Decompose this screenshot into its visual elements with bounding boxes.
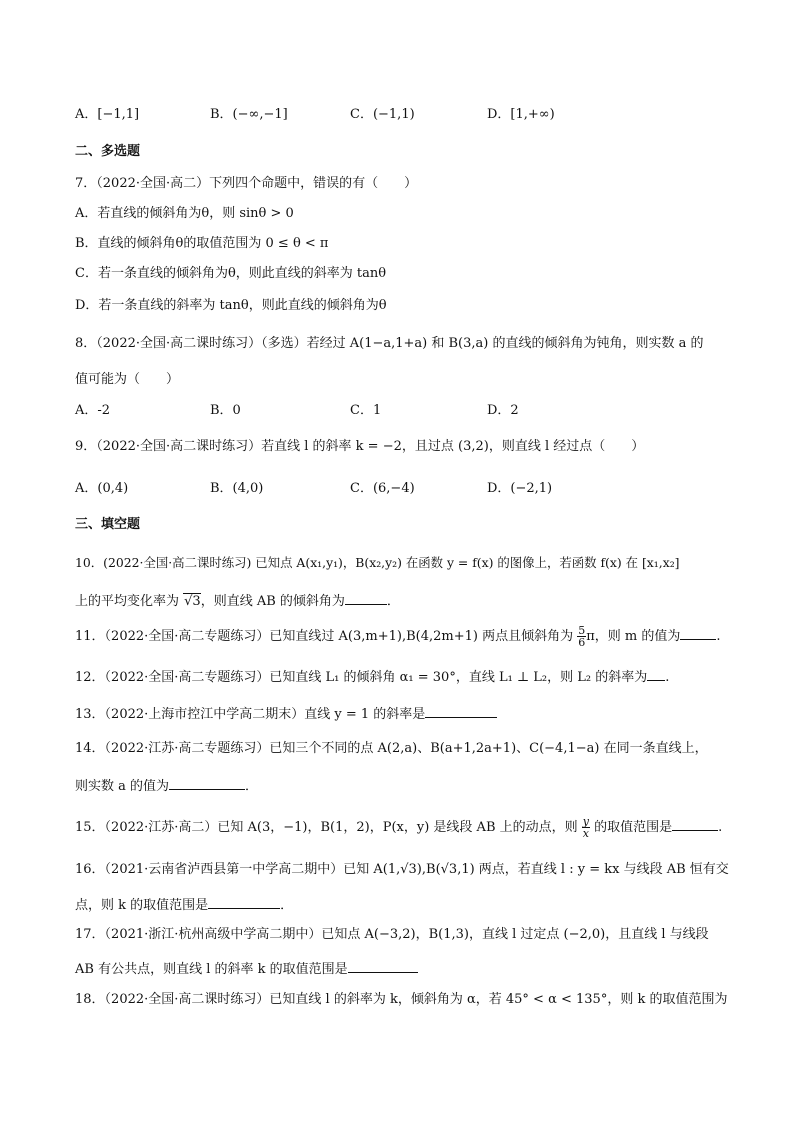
q11-frac-num: 5 xyxy=(578,624,586,637)
q10-text-2: ，则直线 AB 的倾斜角为 xyxy=(200,594,345,609)
q12-stem xyxy=(75,666,733,688)
q11-stem xyxy=(75,625,733,648)
q16-answer-blank xyxy=(208,894,280,909)
section-heading-multiple-choice: 二、多选题 xyxy=(75,144,141,159)
q9-option-c: C．(6,−4) xyxy=(350,481,415,496)
q10-answer-blank xyxy=(345,590,387,605)
q15-fraction xyxy=(582,816,590,839)
q14-text: 则实数 a 的值为 xyxy=(75,779,170,794)
q8-option-a: A．-2 xyxy=(75,403,111,418)
q7-stem: 7．（2022·全国·高二）下列四个命题中，错误的有（ ） xyxy=(75,176,418,191)
q14-stem: 14．（2022·江苏·高二专题练习）已知三个不同的点 A(2,a)、B(a+1,2a+1)、C(−4,1−a) 在同一条直线上， xyxy=(75,741,708,756)
q17-stem: 17．（2021·浙江·杭州高级中学高二期中）已知点 A(−3,2)，B(1,3)，直线 l 过定点 (−2,0)，且直线 l 与线段 xyxy=(75,927,709,942)
q9-option-d: D．(−2,1) xyxy=(487,481,553,496)
q16-end: ． xyxy=(280,898,294,913)
q12-text: 12．（2022·全国·高二专题练习）已知直线 L₁ 的倾斜角 α₁ = 30°，直线 L₁ ⊥ L₂，则 L₂ 的斜率为 xyxy=(75,670,648,685)
q16-stem-continued xyxy=(75,894,733,916)
q12-answer-blank xyxy=(647,666,665,681)
q14-answer-blank xyxy=(169,775,245,790)
q10-stem-continued xyxy=(75,590,733,612)
q11-end: . xyxy=(716,629,721,644)
q9-option-b: B．(4,0) xyxy=(210,481,264,496)
q15-text: 15．（2022·江苏·高二）已知 A(3，−1)，B(1，2)，P(x，y) 是线段 AB 上的动点，则 xyxy=(75,820,582,835)
q6-option-c: C．(−1,1) xyxy=(350,107,415,122)
q17-text: AB 有公共点，则直线 l 的斜率 k 的取值范围是 xyxy=(75,962,348,977)
q16-stem: 16．（2021·云南省泸西县第一中学高二期中）已知 A(1,√3),B(√3,1) 两点，若直线 l : y = kx 与线段 AB 恒有交 xyxy=(75,862,729,877)
q15-stem xyxy=(75,816,733,839)
q7-option-c: C．若一条直线的倾斜角为θ，则此直线的斜率为 tanθ xyxy=(75,266,387,281)
q11-answer-blank xyxy=(680,625,716,640)
q15-answer-blank xyxy=(672,816,718,831)
q13-stem xyxy=(75,703,733,725)
q15-frac-den: x xyxy=(582,827,589,840)
q8-option-c: C．1 xyxy=(350,403,382,418)
q15-end: . xyxy=(718,820,723,835)
q11-text: 11．（2022·全国·高二专题练习）已知直线过 A(3,m+1),B(4,2m+1) 两点且倾斜角为 xyxy=(75,629,578,644)
q15-text-2: 的取值范围是 xyxy=(589,820,673,835)
q8-option-b: B．0 xyxy=(210,403,241,418)
q10-text: 上的平均变化率为 xyxy=(75,594,184,609)
q16-text: 点，则 k 的取值范围是 xyxy=(75,898,209,913)
q14-stem-continued xyxy=(75,775,733,797)
q7-option-a: A．若直线的倾斜角为θ，则 sinθ > 0 xyxy=(75,206,294,221)
q8-stem-continued: 值可能为（ ） xyxy=(75,372,180,387)
q7-option-b: B．直线的倾斜角θ的取值范围为 0 ≤ θ < π xyxy=(75,236,329,251)
q6-option-a: A．[−1,1] xyxy=(75,107,140,122)
q7-option-d: D．若一条直线的斜率为 tanθ，则此直线的倾斜角为θ xyxy=(75,298,387,313)
q6-option-b: B．(−∞,−1] xyxy=(210,107,288,122)
q10-end: ． xyxy=(386,594,400,609)
q12-end: . xyxy=(665,670,670,685)
q11-frac-den: 6 xyxy=(578,636,586,649)
q8-option-d: D．2 xyxy=(487,403,519,418)
q17-stem-continued xyxy=(75,958,733,980)
q13-answer-blank xyxy=(425,703,497,718)
q10-stem: 10．(2022·全国·高二课时练习) 已知点 A(x₁,y₁)，B(x₂,y₂) 在函数 y = f(x) 的图像上，若函数 f(x) 在 [x₁,x₂] xyxy=(75,555,680,570)
q9-stem: 9．（2022·全国·高二课时练习）若直线 l 的斜率 k = −2，且过点 (3,2)，则直线 l 经过点（ ） xyxy=(75,439,645,454)
q17-answer-blank xyxy=(348,958,418,973)
q18-stem: 18．（2022·全国·高二课时练习）已知直线 l 的斜率为 k，倾斜角为 α，若 45° < α < 135°，则 k 的取值范围为 xyxy=(75,992,728,1007)
q15-frac-num: y xyxy=(582,815,589,828)
q13-text: 13．（2022·上海市控江中学高二期末）直线 y = 1 的斜率是 xyxy=(75,707,426,722)
q6-option-d: D．[1,+∞) xyxy=(487,107,555,122)
q10-sqrt3: √3 xyxy=(184,594,201,609)
q11-text-2: π，则 m 的值为 xyxy=(586,629,681,644)
section-heading-fill-in-blank: 三、填空题 xyxy=(75,517,141,532)
q11-fraction xyxy=(577,625,586,648)
q8-stem: 8．（2022·全国·高二课时练习）（多选）若经过 A(1−a,1+a) 和 B(3,a) 的直线的倾斜角为钝角，则实数 a 的 xyxy=(75,336,704,351)
q14-end: ． xyxy=(245,779,259,794)
q9-option-a: A．(0,4) xyxy=(75,481,129,496)
